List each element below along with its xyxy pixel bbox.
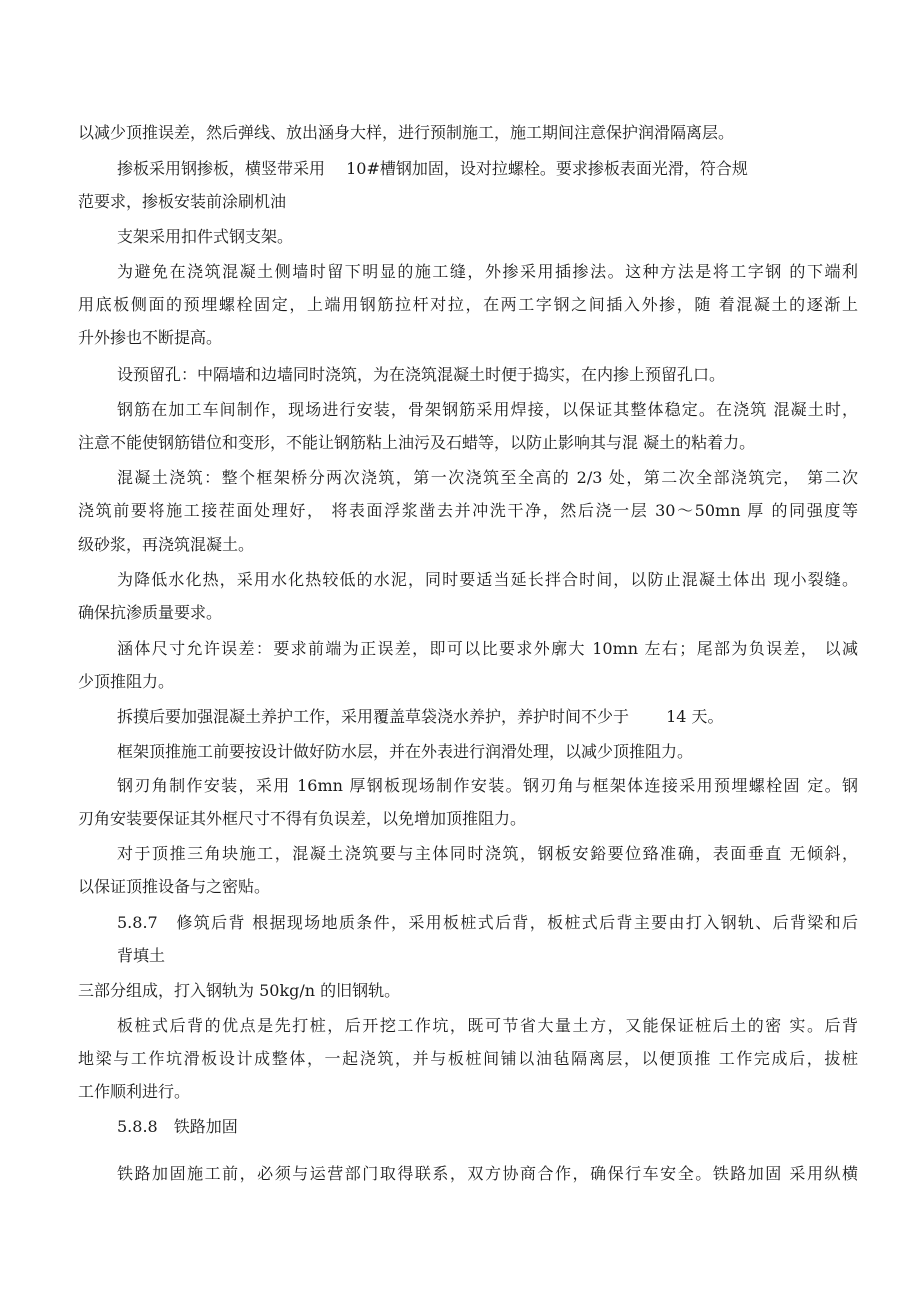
text-line: 拆摸后要加强混凝土养护工作，采用覆盖草袋浇水养护，养护时间不少于 14 天。	[117, 707, 724, 726]
text-line: 铁路加固施工前，必须与运营部门取得联系，双方协商合作，确保行车安全。铁路加固 采用纵横	[117, 1164, 858, 1183]
text-line: 以保证顶推设备与之密贴。	[78, 877, 271, 896]
text-line: 三部分组成，打入钢轨为 50kg/n 的旧钢轨。	[78, 981, 401, 1000]
text-line: 设预留孔：中隔墙和边墙同时浇筑，为在浇筑混凝土时便于捣实，在内掺上预留孔口。	[117, 365, 726, 384]
text-line: 确保抗渗质量要求。	[78, 603, 223, 622]
text-line: 板桩式后背的优点是先打桩，后开挖工作坑，既可节省大量土方，又能保证桩后土的密 实。后背	[117, 1016, 858, 1035]
text-line: 为避免在浇筑混凝土侧墙时留下明显的施工缝，外掺采用插掺法。这种方法是将工字钢 的下端利	[117, 262, 858, 281]
text-line: 支架采用扣件式钢支架。	[117, 227, 294, 246]
text-line: 级砂浆，再浇筑混凝土。	[78, 535, 255, 554]
text-line: 地梁与工作坑滑板设计成整体，一起浇筑，并与板桩间铺以油毡隔离层，以便顶推 工作完成后，拔桩	[78, 1049, 858, 1068]
text-line: 工作顺利进行。	[78, 1082, 191, 1101]
text-line: 掺板采用钢掺板，横竖带采用 10#槽钢加固，设对拉螺栓。要求掺板表面光滑，符合规	[117, 159, 748, 178]
text-line: 背填土	[117, 946, 166, 965]
text-line: 少顶推阻力。	[78, 672, 175, 691]
text-line: 注意不能使钢筋错位和变形，不能让钢筋粘上油污及石蜡等，以防止影响其与混 凝土的粘着力。	[78, 433, 756, 452]
text-line: 涵体尺寸允许误差：要求前端为正误差，即可以比要求外廓大 10mn 左右；尾部为负误差， 以减	[117, 639, 858, 658]
text-line: 混凝土浇筑：整个框架桥分两次浇筑，第一次浇筑至全高的 2/3 处，第二次全部浇筑完， 第二次	[117, 468, 858, 487]
text-line: 对于顶推三角块施工，混凝土浇筑要与主体同时浇筑，钢板安鋊要位臵准确，表面垂直 无倾斜，	[117, 844, 858, 863]
text-line: 框架顶推施工前要按设计做好防水层，并在外表进行润滑处理，以减少顶推阻力。	[117, 742, 694, 761]
text-line: 用底板侧面的预埋螺栓固定，上端用钢筋拉杆对拉，在两工字钢之间插入外掺，随 着混凝土的逐渐上	[78, 295, 858, 314]
text-line: 升外掺也不断提高。	[78, 328, 223, 347]
text-line: 以减少顶推误差，然后弹线、放出涵身大样，进行预制施工，施工期间注意保护润滑隔离层。	[78, 123, 735, 142]
text-line: 5.8.7 修筑后背 根据现场地质条件，采用板桩式后背，板桩式后背主要由打入钢轨、后背梁和后	[117, 913, 858, 932]
text-line: 钢刃角制作安装，采用 16mn 厚钢板现场制作安装。钢刃角与框架体连接采用预埋螺栓固 定。钢	[117, 776, 858, 795]
text-line: 浇筑前要将施工接茬面处理好， 将表面浮浆凿去并冲洗干净，然后浇一层 30～50mn 厚 的同强度等	[78, 501, 858, 520]
text-line: 为降低水化热，采用水化热较低的水泥，同时要适当延长拌合时间，以防止混凝土体出 现小裂缝。	[117, 570, 858, 589]
text-line: 钢筋在加工车间制作，现场进行安装，骨架钢筋采用焊接，以保证其整体稳定。在浇筑 混凝土时，	[117, 400, 858, 419]
text-line: 范要求，掺板安装前涂刷机油	[78, 192, 287, 211]
section-heading: 5.8.8 铁路加固	[117, 1117, 238, 1136]
text-line: 刃角安装要保证其外框尺寸不得有负误差，以免增加顶推阻力。	[78, 809, 527, 828]
